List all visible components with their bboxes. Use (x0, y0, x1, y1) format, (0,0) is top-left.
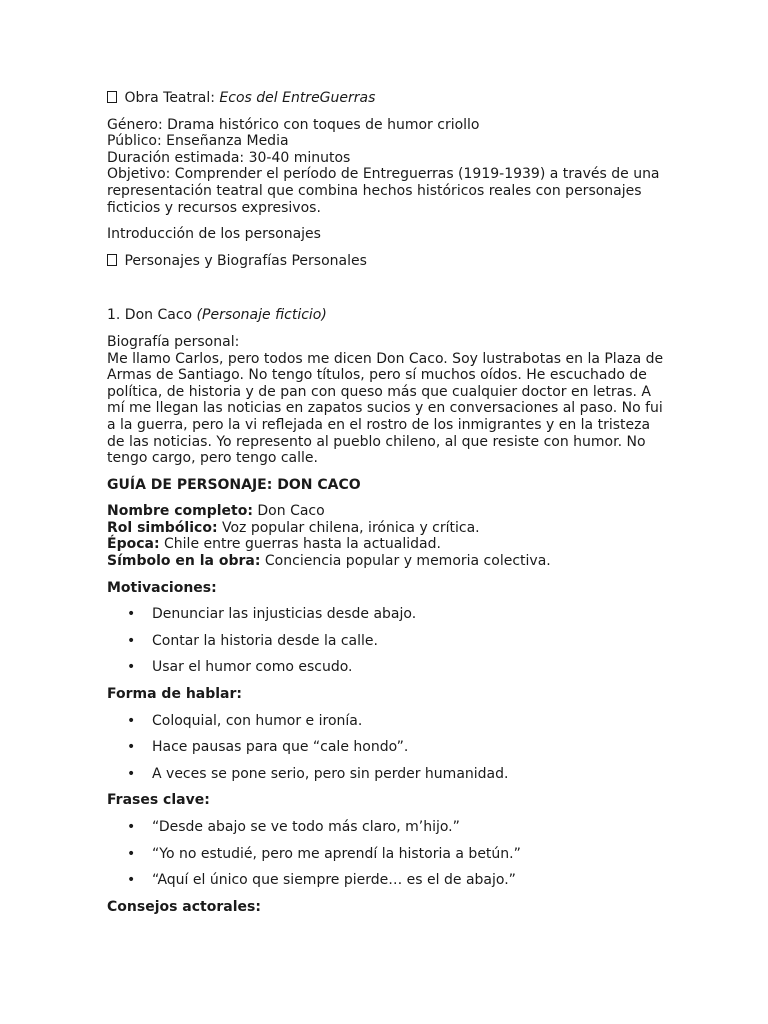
bullet-icon: • (127, 606, 136, 623)
missing-glyph-icon (107, 254, 117, 266)
document-content (107, 90, 667, 915)
motivations-heading: Motivaciones: (107, 579, 217, 596)
guide-fields (107, 503, 667, 569)
bio-label: Biografía personal: (107, 333, 240, 350)
bio-text: Me llamo Carlos, pero todos me dicen Don Caco. Soy lustrabotas en la Plaza de Armas de Santiago. No tengo títulos, pero sí muchos oídos. He escuchado de política, de historia y de pan con queso más que cualquier doctor en letras. A mí me llegan las noticias en zapatos sucios y en conversaciones al paso. No fui a la guerra, pero la vi reflejada en el rostro de los inmigrantes y en la tristeza de las noticias. Yo represento al pueblo chileno, al que resiste con humor. No tengo cargo, pero tengo calle. (107, 350, 664, 467)
character-title (107, 307, 667, 324)
guide-field (107, 503, 667, 520)
list-item (107, 739, 667, 756)
genre-line: Género: Drama histórico con toques de humor criollo (107, 116, 480, 133)
characters-heading-line (107, 253, 667, 270)
field-value: Conciencia popular y memoria colectiva. (264, 553, 551, 570)
speech-heading: Forma de hablar: (107, 686, 243, 703)
guide-field (107, 520, 667, 537)
missing-glyph-icon (107, 91, 117, 103)
play-title: Ecos del EntreGuerras (219, 90, 376, 106)
list-item (107, 766, 667, 783)
list-item (107, 633, 667, 650)
bullet-icon: • (127, 845, 136, 862)
list-item-text: Coloquial, con humor e ironía. (152, 712, 363, 729)
field-label: Rol simbólico: (107, 519, 218, 536)
bullet-icon: • (127, 632, 136, 649)
bullet-icon: • (127, 712, 136, 729)
characters-heading: Personajes y Biografías Personales (124, 252, 367, 269)
list-item-text: Denunciar las injusticias desde abajo. (152, 606, 417, 623)
bullet-icon: • (127, 819, 136, 835)
list-item (107, 606, 667, 623)
field-value: Chile entre guerras hasta la actualidad. (164, 536, 441, 553)
bullet-icon: • (127, 739, 136, 756)
list-item-text: Hace pausas para que “cale hondo”. (152, 739, 409, 756)
duration-line: Duración estimada: 30-40 minutos (107, 149, 351, 166)
list-item (107, 872, 667, 889)
audience-line: Público: Enseñanza Media (107, 133, 289, 150)
list-item (107, 819, 667, 836)
list-item-text: “Yo no estudié, pero me aprendí la historia a betún.” (152, 845, 521, 862)
list-item-text: A veces se pone serio, pero sin perder humanidad. (152, 765, 509, 782)
motivations-list (107, 606, 667, 676)
character-name: 1. Don Caco (107, 307, 193, 324)
guide-field (107, 553, 667, 570)
speech-list (107, 713, 667, 783)
character-type: (Personaje ficticio) (196, 307, 327, 324)
field-label: Época: (107, 536, 160, 553)
field-value: Don Caco (257, 503, 325, 520)
key-phrases-list (107, 819, 667, 889)
play-title-line (107, 90, 667, 107)
bullet-icon: • (127, 765, 136, 782)
list-item-text: “Aquí el único que siempre pierde… es el de abajo.” (152, 872, 516, 889)
key-phrases-heading: Frases clave: (107, 792, 210, 809)
guide-title: GUÍA DE PERSONAJE: DON CACO (107, 476, 361, 493)
bullet-icon: • (127, 659, 136, 676)
list-item (107, 846, 667, 863)
guide-field (107, 536, 667, 553)
bullet-icon: • (127, 872, 136, 889)
character-bio (107, 334, 667, 467)
play-info (107, 117, 667, 217)
list-item-text: Usar el humor como escudo. (152, 659, 353, 676)
field-label: Nombre completo: (107, 503, 253, 520)
list-item-text: “Desde abajo se ve todo más claro, m’hijo.” (152, 819, 460, 835)
field-value: Voz popular chilena, irónica y crítica. (222, 519, 480, 536)
intro-heading: Introducción de los personajes (107, 226, 321, 243)
objective-line: Objetivo: Comprender el período de Entreguerras (1919-1939) a través de una representación teatral que combina hechos históricos reales con personajes ficticios y recursos expresivos. (107, 166, 660, 216)
list-item (107, 659, 667, 676)
field-label: Símbolo en la obra: (107, 553, 261, 570)
acting-tips-heading: Consejos actorales: (107, 898, 261, 915)
list-item-text: Contar la historia desde la calle. (152, 632, 378, 649)
play-label: Obra Teatral: (124, 90, 215, 106)
list-item (107, 713, 667, 730)
